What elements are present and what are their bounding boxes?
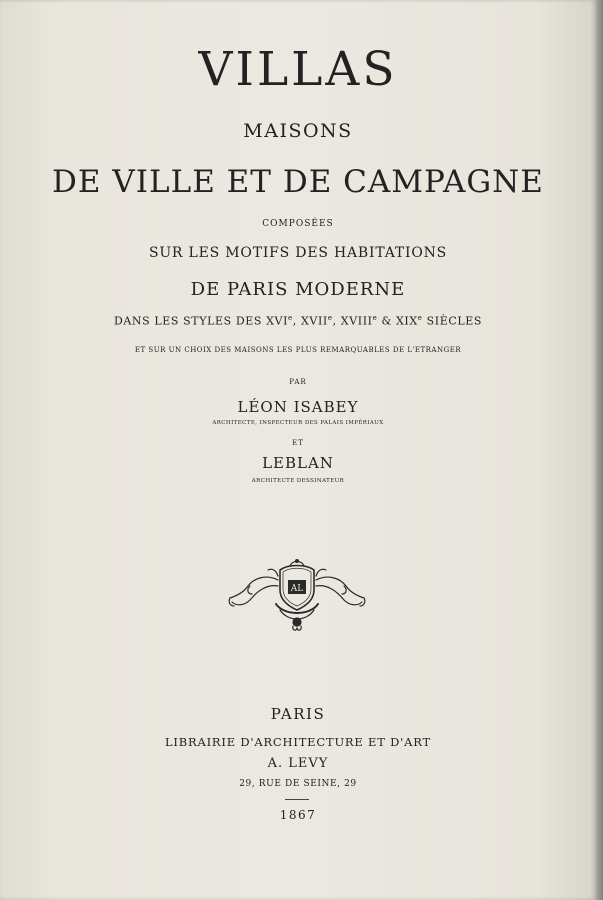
by-label: PAR <box>289 378 307 386</box>
styles-sep-2: , XVIII <box>332 314 373 328</box>
subtitle-composees: COMPOSÉES <box>262 219 334 229</box>
main-title: VILLAS <box>198 42 398 97</box>
publisher-emblem-icon <box>226 556 368 632</box>
author-leblan-role: ARCHITECTE DESSINATEUR <box>251 478 345 484</box>
styles-sup-2: e <box>327 314 333 322</box>
subtitle-styles <box>0 314 596 328</box>
styles-sup-1: e <box>288 314 293 322</box>
styles-sup-3: e <box>372 314 378 322</box>
and-label: ET <box>292 439 304 447</box>
styles-suffix: SIÈCLES <box>422 314 483 328</box>
author-isabey: LÉON ISABEY <box>237 398 359 416</box>
imprint-publisher-name: A. LEVY <box>267 756 329 771</box>
styles-sup-4: e <box>417 314 423 322</box>
imprint-publisher: LIBRAIRIE D'ARCHITECTURE ET D'ART <box>165 735 431 749</box>
author-isabey-role: ARCHITECTE, INSPECTEUR DES PALAIS IMPÉRIAUX <box>212 420 384 426</box>
subtitle-paris-moderne: DE PARIS MODERNE <box>190 279 406 300</box>
title-line-ville-campagne: DE VILLE ET DE CAMPAGNE <box>52 164 544 200</box>
imprint-year: 1867 <box>279 808 317 822</box>
page-edge <box>596 0 603 900</box>
author-leblan: LEBLAN <box>262 454 334 472</box>
styles-prefix: DANS LES STYLES DES XVI <box>113 314 289 328</box>
imprint-divider <box>285 799 309 800</box>
subtitle-motifs: SUR LES MOTIFS DES HABITATIONS <box>148 245 448 261</box>
styles-sep-1: , XVII <box>292 314 328 328</box>
imprint-address: 29, RUE DE SEINE, 29 <box>239 779 357 789</box>
styles-sep-3: & XIX <box>377 314 418 328</box>
emblem-monogram: AL <box>290 584 304 594</box>
title-line-maisons: MAISONS <box>243 120 353 142</box>
imprint-city: PARIS <box>270 705 326 723</box>
subtitle-choix: ET SUR UN CHOIX DES MAISONS LES PLUS REMARQUABLES DE L'ETRANGER <box>134 346 462 354</box>
